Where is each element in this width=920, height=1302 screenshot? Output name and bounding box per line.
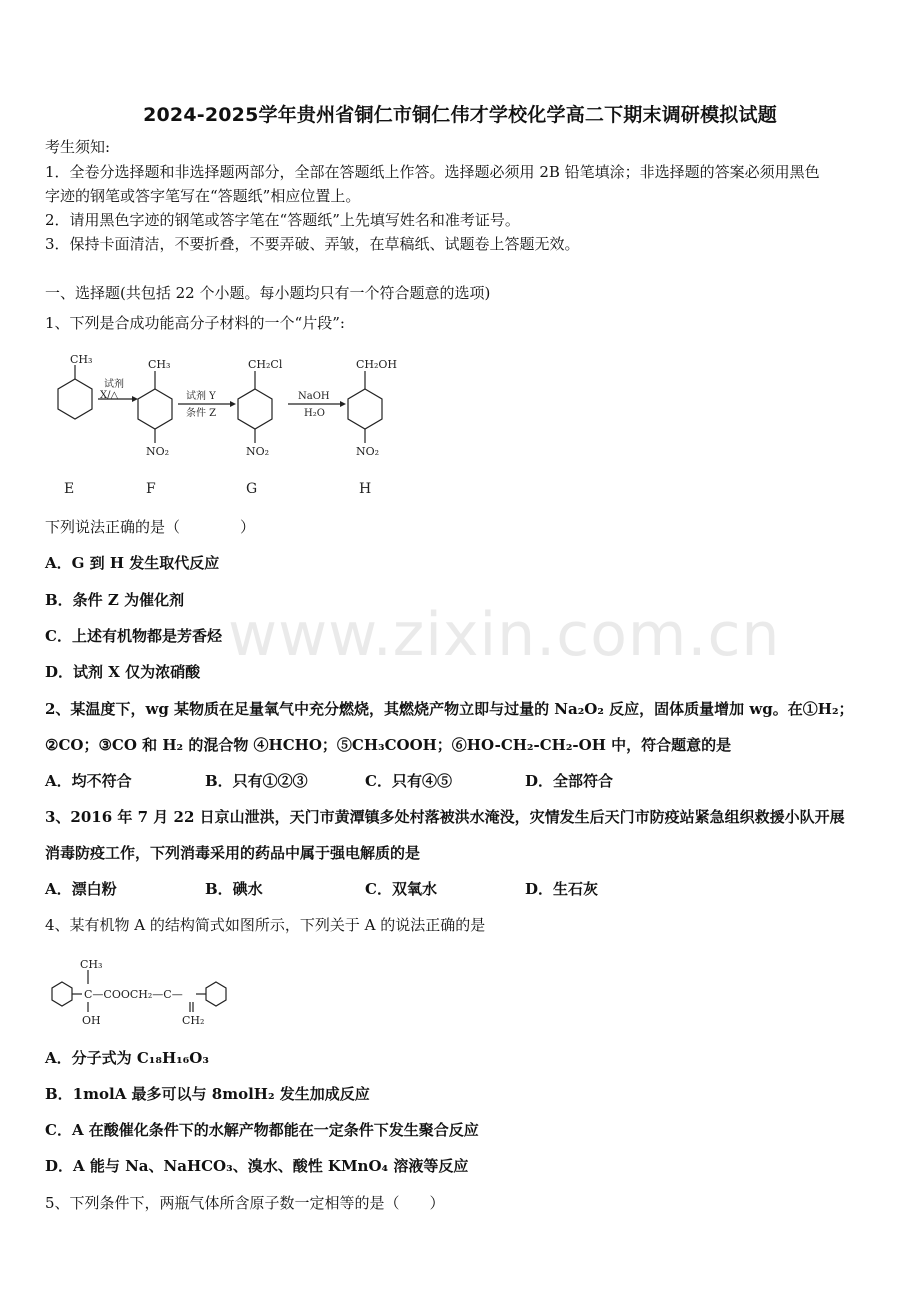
q2-option-b: B．只有①②③ [205,772,308,790]
g-top-substituent: CH₂Cl [248,358,283,371]
phenyl-ring-right [206,982,226,1006]
notice-heading: 考生须知: [45,138,111,156]
q1-ask: 下列说法正确的是（ ） [45,518,256,536]
f-top-substituent: CH₃ [148,358,171,371]
q3-option-c: C．双氧水 [365,880,437,898]
q5-stem: 5、下列条件下，两瓶气体所含原子数一定相等的是（ ） [45,1194,445,1212]
q4-option-c: C．A 在酸催化条件下的水解产物都能在一定条件下发生聚合反应 [45,1121,479,1139]
q4-stem: 4、某有机物 A 的结构简式如图所示，下列关于 A 的说法正确的是 [45,916,486,934]
q4-hydroxyl: OH [82,1014,101,1027]
arrow3-condition: H₂O [304,408,325,419]
q1-option-c: C．上述有机物都是芳香烃 [45,627,222,645]
g-nitro-group: NO₂ [246,445,270,458]
q2-line-1: 2、某温度下，wg 某物质在足量氧气中充分燃烧，其燃烧产物立即与过量的 Na₂O₂ 反应，固体质量增加 wg。在①H₂； [45,700,854,718]
q4-option-b: B．1molA 最多可以与 8molH₂ 发生加成反应 [45,1085,370,1103]
e-substituent: CH₃ [70,353,93,366]
label-f: F [146,481,156,497]
benzene-ring-e [58,379,92,419]
notice-item-2: 2．请用黑色字迹的钢笔或答字笔在“答题纸”上先填写姓名和准考证号。 [45,211,520,229]
q3-line-1: 3、2016 年 7 月 22 日京山泄洪，天门市黄潭镇多处村落被洪水淹没，灾情发生后天门市防疫站紧急组织救援小队开展 [45,808,845,826]
page-title: 2024-2025学年贵州省铜仁市铜仁伟才学校化学高二下期末调研模拟试题 [143,104,777,126]
label-e: E [64,481,75,497]
notice-item-3: 3．保持卡面清洁，不要折叠，不要弄破、弄皱，在草稿纸、试题卷上答题无效。 [45,235,580,253]
arrow2-reagent: 试剂 Y [186,391,216,402]
q1-option-b: B．条件 Z 为催化剂 [45,591,185,609]
q2-option-d: D．全部符合 [525,772,614,790]
q3-option-a: A．漂白粉 [45,880,117,898]
benzene-ring-h [348,389,382,429]
benzene-ring-g [238,389,272,429]
q3-line-2: 消毒防疫工作，下列消毒采用的药品中属于强电解质的是 [45,844,421,862]
h-nitro-group: NO₂ [356,445,380,458]
q4-methyl: CH₃ [80,958,103,971]
section-heading: 一、选择题(共包括 22 个小题。每小题均只有一个符合题意的选项) [45,284,491,302]
f-nitro-group: NO₂ [146,445,170,458]
q1-reaction-diagram [40,345,440,505]
q2-option-a: A．均不符合 [45,772,132,790]
phenyl-ring-left [52,982,72,1006]
q4-methylene: CH₂ [182,1014,205,1027]
q2-option-c: C．只有④⑤ [365,772,452,790]
arrow3-reagent: NaOH [298,391,330,402]
q1-option-d: D．试剂 X 仅为浓硝酸 [45,663,201,681]
q3-option-b: B．碘水 [205,880,263,898]
q3-option-d: D．生石灰 [525,880,599,898]
watermark: www.zixin.com.cn [228,600,781,670]
q4-structure-diagram [44,952,244,1030]
label-h: H [359,481,372,497]
q1-option-a: A．G 到 H 发生取代反应 [45,554,220,572]
arrow1-condition: X/△ [100,390,119,401]
label-g: G [246,481,258,497]
q4-option-a: A．分子式为 C₁₈H₁₆O₃ [45,1049,209,1067]
arrow1-reagent: 试剂 [104,379,124,390]
notice-item-1a: 1．全卷分选择题和非选择题两部分，全部在答题纸上作答。选择题必须用 2B 铅笔填涂；非选择题的答案必须用黑色 [45,163,820,181]
h-top-substituent: CH₂OH [356,358,398,371]
q2-line-2: ②CO；③CO 和 H₂ 的混合物 ④HCHO；⑤CH₃COOH；⑥HO-CH₂-CH₂-OH 中，符合题意的是 [45,736,732,754]
q4-main-chain: C—COOCH₂—C— [84,988,183,1001]
notice-item-1b: 字迹的钢笔或答字笔写在“答题纸”相应位置上。 [45,187,361,205]
q1-stem: 1、下列是合成功能高分子材料的一个“片段”: [45,314,345,332]
q4-option-d: D．A 能与 Na、NaHCO₃、溴水、酸性 KMnO₄ 溶液等反应 [45,1157,469,1175]
benzene-ring-f [138,389,172,429]
arrow2-condition: 条件 Z [186,408,217,419]
